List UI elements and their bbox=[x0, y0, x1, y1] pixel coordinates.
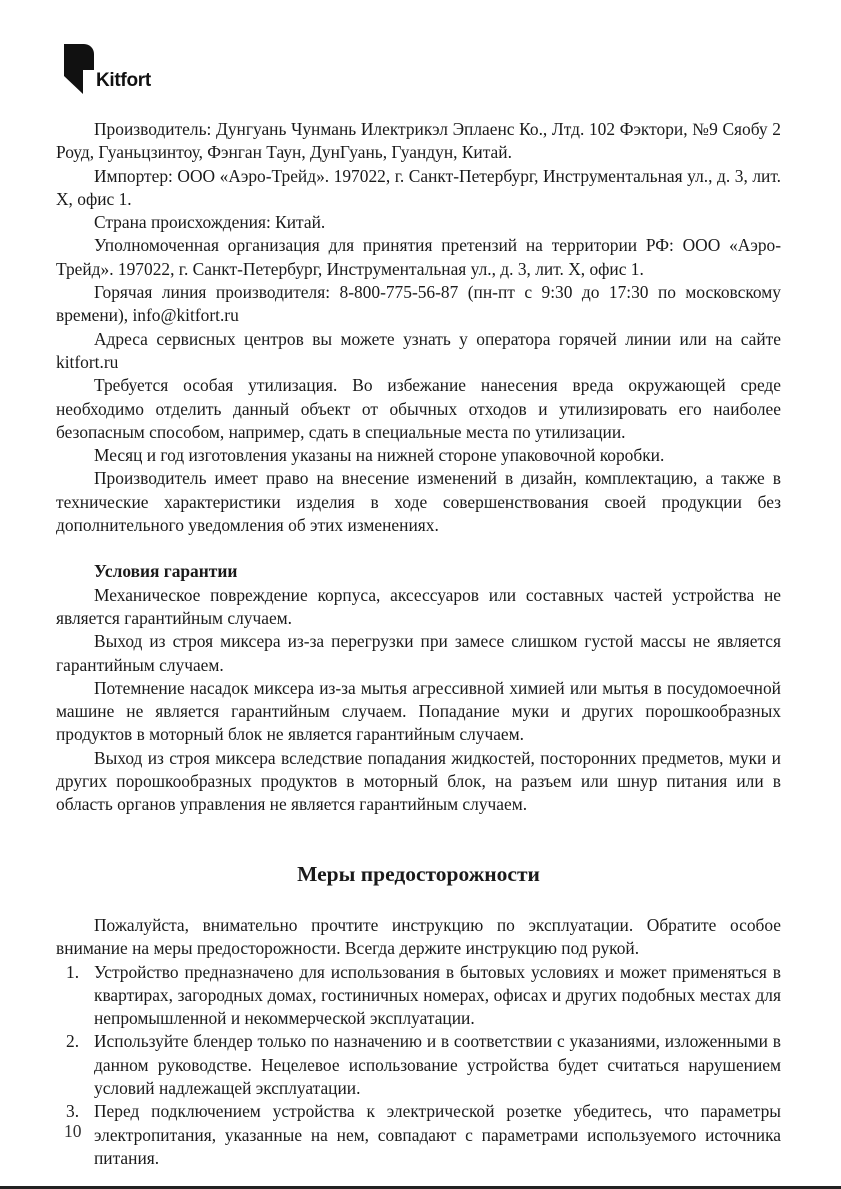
list-item-text: Используйте блендер только по назначению и в соответствии с указаниями, изложенными в данном руководстве. Нецелевое использование устройства будет считаться нарушением условий надлежащей эксплуатации. bbox=[94, 1031, 781, 1098]
warranty-heading: Условия гарантии bbox=[94, 561, 238, 582]
list-item-text: Перед подключением устройства к электрической розетке убедитесь, что параметры электропитания, указанные на нем, совпадают с параметрами используемого источника питания. bbox=[94, 1101, 781, 1168]
disposal-paragraph: Требуется особая утилизация. Во избежание нанесения вреда окружающей среде необходимо отделить данный объект от обычных отходов и утилизировать его наиболее безопасным способом, например, сдать в специальные места по утилизации. bbox=[56, 375, 781, 442]
list-item-number: 2. bbox=[66, 1031, 80, 1052]
warranty-paragraph: Выход из строя миксера из-за перегрузки при замесе слишком густой массы не является гарантийным случаем. bbox=[56, 631, 781, 675]
list-item bbox=[56, 1030, 781, 1100]
list-item-number: 3. bbox=[66, 1101, 80, 1122]
manufacturer-paragraph: Производитель: Дунгуань Чунмань Илектрикэл Эплаенс Ко., Лтд. 102 Фэктори, №9 Сяобу 2 Роуд, Гуаньцзинтоу, Фэнган Таун, ДунГуань, Гуандун, Китай. bbox=[56, 119, 781, 163]
precautions-intro: Пожалуйста, внимательно прочтите инструкцию по эксплуатации. Обратите особое внимание на меры предосторожности. Всегда держите инструкцию под рукой. bbox=[56, 914, 781, 959]
page-number: 10 bbox=[64, 1121, 82, 1141]
service-centers-paragraph: Адреса сервисных центров вы можете узнать у оператора горячей линии или на сайте kitfort.ru bbox=[56, 328, 781, 372]
list-item-text: Устройство предназначено для использования в бытовых условиях и может применяться в квартирах, загородных домах, гостиничных номерах, офисах и других подобных местах для непромышленной и некоммерческой эксплуатации. bbox=[94, 961, 781, 1029]
list-item bbox=[56, 961, 781, 1031]
precautions-list bbox=[56, 961, 781, 1171]
importer-paragraph: Импортер: ООО «Аэро-Трейд». 197022, г. Санкт-Петербург, Инструментальная ул., д. 3, лит. Х, офис 1. bbox=[56, 165, 781, 209]
precautions-title: Меры предосторожности bbox=[297, 861, 540, 886]
claims-organization-paragraph: Уполномоченная организация для принятия претензий на территории РФ: ООО «Аэро-Трейд». 197022, г. Санкт-Петербург, Инструментальная ул., д. 3, лит. Х, офис 1. bbox=[56, 235, 781, 279]
warranty-paragraph: Потемнение насадок миксера из-за мытья агрессивной химией или мытья в посудомоечной машине не является гарантийным случаем. Попадание муки и других порошкообразных продуктов в моторный блок не является гарантийным случаем. bbox=[56, 677, 781, 745]
hotline-paragraph: Горячая линия производителя: 8-800-775-56-87 (пн-пт с 9:30 до 17:30 по московскому времени), info@kitfort.ru bbox=[56, 282, 781, 326]
origin-paragraph: Страна происхождения: Китай. bbox=[94, 212, 326, 233]
info-section bbox=[56, 118, 781, 537]
page-content bbox=[56, 118, 781, 1170]
list-item-number: 1. bbox=[66, 961, 80, 982]
warranty-paragraph: Выход из строя миксера вследствие попадания жидкостей, посторонних предметов, муки и других порошкообразных продуктов в моторный блок, на разъем или шнур питания или в область органов управления не является гарантийным случаем. bbox=[56, 747, 781, 815]
changes-notice-paragraph: Производитель имеет право на внесение изменений в дизайн, комплектацию, а также в технические характеристики изделия в ходе совершенствования своей продукции без дополнительного уведомления об этих изменениях. bbox=[56, 468, 781, 536]
kitfort-logo-icon bbox=[64, 44, 94, 94]
warranty-paragraph: Механическое повреждение корпуса, аксессуаров или составных частей устройства не является гарантийным случаем. bbox=[56, 584, 781, 628]
warranty-section bbox=[56, 560, 781, 816]
list-item bbox=[56, 1100, 781, 1170]
brand-logo bbox=[64, 44, 151, 94]
brand-name: Kitfort bbox=[96, 70, 151, 91]
manufacture-date-paragraph: Месяц и год изготовления указаны на нижней стороне упаковочной коробки. bbox=[94, 445, 665, 466]
precautions-section bbox=[56, 914, 781, 1170]
